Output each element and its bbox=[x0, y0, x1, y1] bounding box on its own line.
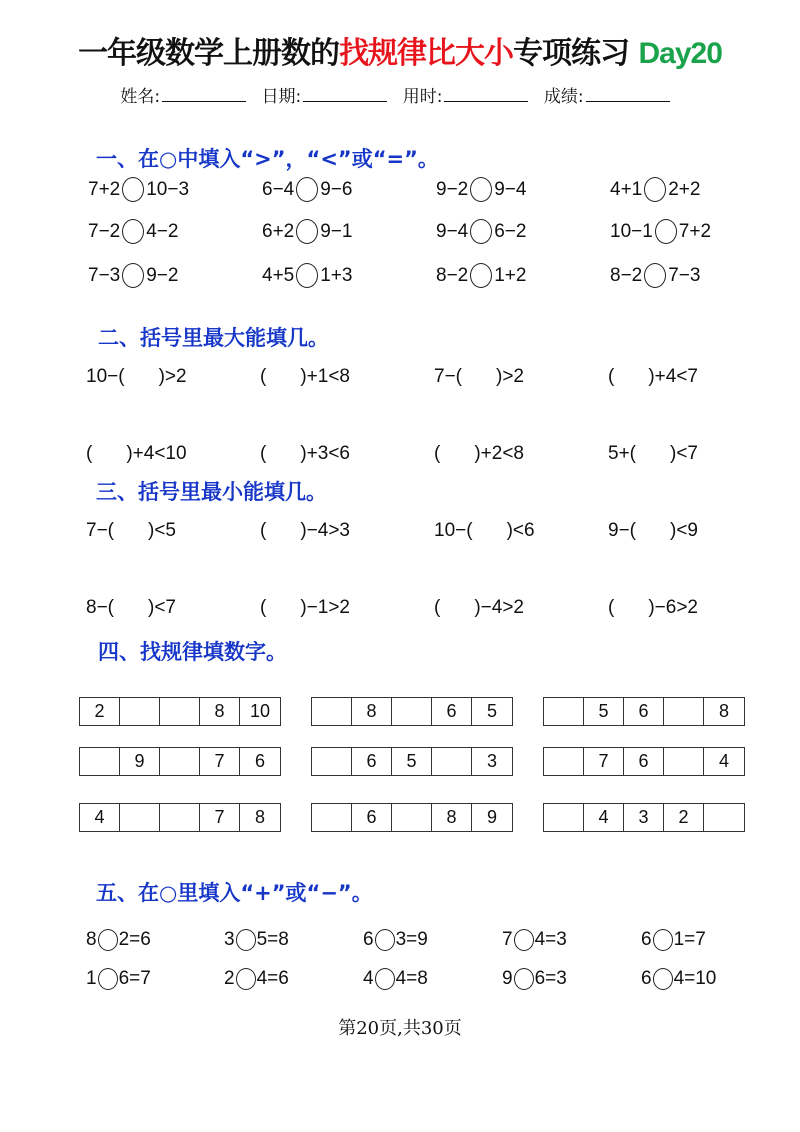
number-cell: 5 bbox=[584, 698, 624, 725]
blank-cell[interactable] bbox=[312, 804, 352, 831]
operator-item bbox=[502, 929, 567, 951]
paren-item bbox=[86, 520, 176, 542]
number-cell: 4 bbox=[718, 751, 729, 771]
title-part1: 一年级数学上册数的 bbox=[78, 36, 340, 71]
expr-before: ( bbox=[260, 443, 267, 464]
paren-item bbox=[434, 443, 524, 465]
operator-item bbox=[363, 929, 428, 951]
section4-heading: 四、找规律填数字。 bbox=[98, 640, 287, 664]
number-cell: 3 bbox=[624, 804, 664, 831]
operator-circle[interactable] bbox=[653, 929, 673, 951]
number-cell: 10 bbox=[249, 701, 271, 721]
sequence-box bbox=[311, 697, 513, 726]
expr-right: 6=3 bbox=[534, 968, 567, 989]
blank-cell[interactable] bbox=[312, 748, 352, 775]
answer-circle[interactable] bbox=[644, 177, 666, 202]
expr-left: 6 bbox=[641, 929, 652, 950]
number-cell: 4 bbox=[80, 804, 120, 831]
compare-item bbox=[262, 219, 352, 244]
expr-right: 4=10 bbox=[673, 968, 717, 989]
expr-before: 8−( bbox=[86, 597, 114, 618]
sequence-box bbox=[311, 803, 513, 832]
blank-cell[interactable] bbox=[80, 748, 120, 775]
section1-heading: 一、在○中填入“>”，“<”或“=”。 bbox=[96, 147, 439, 171]
page-title bbox=[0, 28, 800, 72]
expr-right: 9−2 bbox=[146, 264, 179, 286]
answer-circle[interactable] bbox=[122, 177, 144, 202]
expr-right: 3=9 bbox=[395, 929, 428, 950]
expr-before: ( bbox=[260, 520, 267, 541]
expr-left: 7−2 bbox=[88, 220, 121, 242]
compare-item bbox=[610, 219, 711, 244]
paren-item bbox=[86, 366, 187, 388]
compare-item bbox=[610, 177, 700, 202]
operator-item bbox=[224, 968, 289, 990]
section3-heading: 三、括号里最小能填几。 bbox=[96, 480, 327, 504]
paren-item bbox=[608, 597, 698, 619]
expr-right: 2=6 bbox=[118, 929, 151, 950]
operator-circle[interactable] bbox=[375, 968, 395, 990]
compare-item bbox=[262, 263, 352, 288]
student-info-line bbox=[0, 82, 800, 107]
expr-right: 4=3 bbox=[534, 929, 567, 950]
expr-before: ( bbox=[260, 597, 267, 618]
number-cell: 6 bbox=[254, 751, 265, 771]
expr-before: 10−( bbox=[434, 520, 473, 541]
expr-right: 4=6 bbox=[256, 968, 289, 989]
expr-before: ( bbox=[434, 443, 441, 464]
sequence-box bbox=[543, 697, 745, 726]
expr-after: )>2 bbox=[496, 366, 524, 387]
expr-right: 1+2 bbox=[494, 264, 527, 286]
expr-left: 3 bbox=[224, 929, 235, 950]
operator-item bbox=[224, 929, 289, 951]
operator-circle[interactable] bbox=[653, 968, 673, 990]
answer-circle[interactable] bbox=[470, 219, 492, 244]
expr-left: 8−2 bbox=[610, 264, 643, 286]
expr-before: ( bbox=[608, 597, 615, 618]
paren-item bbox=[434, 597, 524, 619]
operator-item bbox=[363, 968, 428, 990]
expr-after: )<5 bbox=[148, 520, 176, 541]
sequence-box bbox=[311, 747, 513, 776]
compare-item bbox=[88, 177, 189, 202]
score-blank[interactable] bbox=[586, 87, 670, 102]
number-cell: 8 bbox=[352, 698, 392, 725]
expr-before: 10−( bbox=[86, 366, 125, 387]
expr-left: 7 bbox=[502, 929, 513, 950]
expr-left: 9−4 bbox=[436, 220, 469, 242]
section2-heading: 二、括号里最大能填几。 bbox=[98, 326, 329, 350]
expr-right: 4=8 bbox=[395, 968, 428, 989]
expr-left: 4+1 bbox=[610, 178, 643, 200]
number-cell: 6 bbox=[624, 698, 664, 725]
blank-cell[interactable] bbox=[160, 748, 200, 775]
blank-cell[interactable] bbox=[392, 804, 432, 831]
number-cell: 7 bbox=[200, 748, 240, 775]
number-cell: 6 bbox=[352, 804, 392, 831]
number-cell: 3 bbox=[486, 751, 497, 771]
expr-before: 9−( bbox=[608, 520, 636, 541]
time-blank[interactable] bbox=[444, 87, 528, 102]
expr-after: )−4>3 bbox=[300, 520, 350, 541]
expr-right: 10−3 bbox=[146, 178, 190, 200]
expr-left: 6 bbox=[363, 929, 374, 950]
expr-after: )<6 bbox=[506, 520, 535, 541]
answer-circle[interactable] bbox=[122, 263, 144, 288]
expr-after: )−4>2 bbox=[474, 597, 524, 618]
expr-after: )<7 bbox=[670, 443, 698, 464]
expr-left: 6−4 bbox=[262, 178, 295, 200]
expr-after: )−6>2 bbox=[648, 597, 698, 618]
date-blank[interactable] bbox=[303, 87, 387, 102]
blank-cell[interactable] bbox=[432, 748, 472, 775]
expr-left: 9 bbox=[502, 968, 513, 989]
expr-left: 10−1 bbox=[610, 220, 653, 242]
expr-left: 8−2 bbox=[436, 264, 469, 286]
blank-cell[interactable] bbox=[544, 698, 584, 725]
paren-item bbox=[260, 443, 350, 465]
expr-right: 1+3 bbox=[320, 264, 353, 286]
expr-after: )+4<7 bbox=[648, 366, 698, 387]
compare-item bbox=[88, 263, 178, 288]
expr-left: 7−3 bbox=[88, 264, 121, 286]
operator-circle[interactable] bbox=[98, 929, 118, 951]
blank-cell[interactable] bbox=[392, 698, 432, 725]
paren-item bbox=[260, 520, 350, 542]
expr-before: ( bbox=[86, 443, 93, 464]
time-label: 用时: bbox=[402, 87, 443, 107]
expr-right: 5=8 bbox=[256, 929, 289, 950]
expr-right: 6−2 bbox=[494, 220, 527, 242]
operator-item bbox=[641, 968, 716, 990]
page-number: 第20页,共30页 bbox=[338, 1018, 462, 1039]
compare-item bbox=[436, 263, 526, 288]
expr-left: 1 bbox=[86, 968, 97, 989]
expr-left: 4+5 bbox=[262, 264, 295, 286]
title-highlight: 找规律比大小 bbox=[339, 36, 514, 71]
operator-item bbox=[86, 968, 151, 990]
expr-left: 7+2 bbox=[88, 178, 121, 200]
expr-after: )+2<8 bbox=[474, 443, 524, 464]
number-cell: 6 bbox=[432, 698, 472, 725]
title-part3: 专项练习 bbox=[513, 36, 630, 71]
number-cell: 6 bbox=[624, 748, 664, 775]
expr-left: 4 bbox=[363, 968, 374, 989]
name-label: 姓名: bbox=[120, 87, 161, 107]
expr-right: 9−4 bbox=[494, 178, 527, 200]
operator-circle[interactable] bbox=[375, 929, 395, 951]
expr-after: )+3<6 bbox=[300, 443, 350, 464]
operator-item bbox=[641, 929, 706, 951]
compare-item bbox=[262, 177, 352, 202]
blank-cell[interactable] bbox=[544, 804, 584, 831]
expr-after: )−1>2 bbox=[300, 597, 350, 618]
expr-before: ( bbox=[260, 366, 267, 387]
sequence-box bbox=[79, 747, 281, 776]
paren-item bbox=[260, 366, 350, 388]
score-label: 成绩: bbox=[543, 87, 584, 107]
expr-right: 6=7 bbox=[118, 968, 151, 989]
answer-circle[interactable] bbox=[470, 177, 492, 202]
paren-item bbox=[260, 597, 350, 619]
expr-after: )+4<10 bbox=[126, 443, 187, 464]
operator-circle[interactable] bbox=[236, 929, 256, 951]
compare-item bbox=[610, 263, 700, 288]
number-cell: 7 bbox=[200, 804, 240, 831]
expr-after: )<7 bbox=[148, 597, 176, 618]
expr-after: )<9 bbox=[670, 520, 698, 541]
compare-item bbox=[436, 219, 526, 244]
blank-cell[interactable] bbox=[312, 698, 352, 725]
expr-before: ( bbox=[608, 366, 615, 387]
expr-right: 2+2 bbox=[668, 178, 701, 200]
answer-circle[interactable] bbox=[296, 263, 318, 288]
expr-before: 7−( bbox=[86, 520, 114, 541]
date-label: 日期: bbox=[261, 87, 302, 107]
expr-right: 9−1 bbox=[320, 220, 353, 242]
number-cell: 2 bbox=[664, 804, 704, 831]
number-cell: 6 bbox=[352, 748, 392, 775]
paren-item bbox=[434, 520, 535, 542]
paren-item bbox=[86, 443, 187, 465]
expr-left: 6 bbox=[641, 968, 652, 989]
answer-circle[interactable] bbox=[470, 263, 492, 288]
expr-before: 7−( bbox=[434, 366, 462, 387]
operator-circle[interactable] bbox=[514, 929, 534, 951]
expr-left: 9−2 bbox=[436, 178, 469, 200]
sequence-box bbox=[543, 803, 745, 832]
expr-left: 2 bbox=[224, 968, 235, 989]
expr-after: )>2 bbox=[158, 366, 187, 387]
expr-left: 8 bbox=[86, 929, 97, 950]
answer-circle[interactable] bbox=[655, 219, 677, 244]
paren-item bbox=[434, 366, 524, 388]
number-cell: 8 bbox=[200, 698, 240, 725]
number-cell: 5 bbox=[392, 748, 432, 775]
number-cell: 9 bbox=[486, 807, 497, 827]
paren-item bbox=[608, 520, 698, 542]
sequence-box bbox=[79, 697, 281, 726]
number-cell: 9 bbox=[120, 748, 160, 775]
answer-circle[interactable] bbox=[122, 219, 144, 244]
blank-cell[interactable] bbox=[664, 698, 704, 725]
number-cell: 8 bbox=[254, 807, 265, 827]
number-cell: 2 bbox=[80, 698, 120, 725]
paren-item bbox=[86, 597, 176, 619]
answer-circle[interactable] bbox=[644, 263, 666, 288]
blank-cell[interactable] bbox=[544, 748, 584, 775]
paren-item bbox=[608, 366, 698, 388]
blank-cell[interactable] bbox=[120, 804, 160, 831]
expr-left: 6+2 bbox=[262, 220, 295, 242]
operator-circle[interactable] bbox=[236, 968, 256, 990]
number-cell: 5 bbox=[486, 701, 497, 721]
number-cell: 7 bbox=[584, 748, 624, 775]
compare-item bbox=[436, 177, 526, 202]
sequence-box bbox=[543, 747, 745, 776]
blank-cell[interactable] bbox=[160, 698, 200, 725]
blank-cell[interactable] bbox=[664, 748, 704, 775]
operator-item bbox=[502, 968, 567, 990]
blank-cell[interactable] bbox=[120, 698, 160, 725]
number-cell: 8 bbox=[432, 804, 472, 831]
expr-right: 4−2 bbox=[146, 220, 179, 242]
compare-item bbox=[88, 219, 178, 244]
answer-circle[interactable] bbox=[296, 177, 318, 202]
expr-after: )+1<8 bbox=[300, 366, 350, 387]
operator-circle[interactable] bbox=[514, 968, 534, 990]
name-blank[interactable] bbox=[162, 87, 246, 102]
number-cell: 4 bbox=[584, 804, 624, 831]
operator-circle[interactable] bbox=[98, 968, 118, 990]
section5-heading: 五、在○里填入“+”或“−”。 bbox=[96, 881, 373, 905]
blank-cell[interactable] bbox=[704, 804, 744, 831]
answer-circle[interactable] bbox=[296, 219, 318, 244]
expr-before: 5+( bbox=[608, 443, 636, 464]
operator-item bbox=[86, 929, 151, 951]
expr-right: 7−3 bbox=[668, 264, 701, 286]
expr-right: 7+2 bbox=[678, 220, 712, 242]
sequence-box bbox=[79, 803, 281, 832]
blank-cell[interactable] bbox=[160, 804, 200, 831]
title-day: Day20 bbox=[638, 37, 722, 70]
paren-item bbox=[608, 443, 698, 465]
number-cell: 8 bbox=[718, 701, 729, 721]
expr-before: ( bbox=[434, 597, 441, 618]
expr-right: 9−6 bbox=[320, 178, 353, 200]
expr-right: 1=7 bbox=[673, 929, 706, 950]
